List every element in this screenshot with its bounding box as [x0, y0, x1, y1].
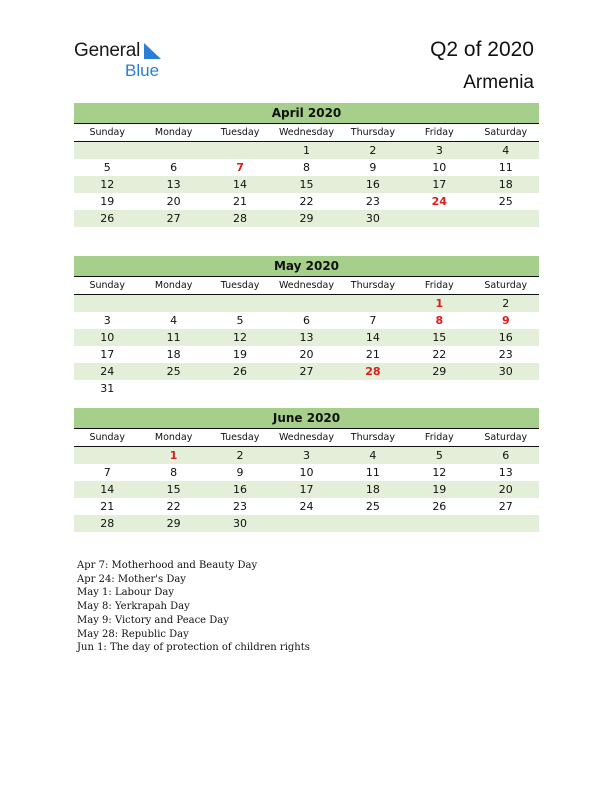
week-row [74, 515, 539, 532]
day-cell: 12 [432, 466, 447, 479]
day-cell: 2 [207, 447, 273, 465]
day-cell: 4 [340, 447, 406, 465]
day-cell: 8 [170, 466, 178, 479]
day-cell: 29 [406, 363, 472, 380]
week-row [74, 346, 539, 363]
weekday-label: Wednesday [273, 429, 339, 447]
day-cell: 18 [166, 348, 181, 361]
logo-triangle-icon [142, 43, 162, 61]
day-cell: 12 [74, 176, 140, 193]
week-row [74, 295, 539, 313]
weekday-label: Sunday [74, 124, 140, 142]
month-title: May 2020 [74, 256, 539, 277]
country-name: Armenia [463, 72, 534, 93]
holiday-note: May 9: Victory and Peace Day [77, 614, 229, 626]
day-cell: 30 [340, 210, 406, 227]
day-cell: 13 [498, 466, 513, 479]
holiday-notes [77, 559, 310, 655]
day-cell: 20 [473, 481, 539, 498]
day-cell: 17 [406, 176, 472, 193]
day-cell: 3 [273, 447, 339, 465]
weekday-label: Saturday [473, 277, 539, 295]
day-cell: 20 [166, 195, 181, 208]
day-cell: 16 [340, 176, 406, 193]
day-cell: 23 [233, 500, 248, 513]
day-cell: 10 [74, 329, 140, 346]
day-cell [273, 380, 339, 397]
weekday-label: Sunday [74, 277, 140, 295]
day-cell: 25 [365, 500, 380, 513]
day-cell: 9 [501, 314, 510, 327]
month-grid [74, 277, 539, 397]
week-row [74, 447, 539, 465]
day-cell: 5 [103, 161, 111, 174]
holiday-note: Jun 1: The day of protection of children rights [77, 642, 310, 654]
month-title: June 2020 [74, 408, 539, 429]
day-cell [473, 210, 539, 227]
logo-text-blue: Blue [125, 61, 160, 80]
weekday-label: Friday [406, 429, 472, 447]
day-cell [74, 142, 140, 160]
day-cell [406, 210, 472, 227]
weekday-label: Tuesday [207, 429, 273, 447]
month-april [74, 103, 539, 227]
day-cell: 26 [432, 500, 447, 513]
weekday-label: Saturday [473, 429, 539, 447]
weekday-label: Friday [406, 277, 472, 295]
day-cell [340, 515, 406, 532]
day-cell [406, 515, 472, 532]
day-cell: 1 [273, 142, 339, 160]
logo-text-general: General [74, 40, 141, 61]
holiday-note: May 28: Republic Day [77, 628, 189, 640]
day-cell: 14 [74, 481, 140, 498]
weekday-label: Thursday [340, 124, 406, 142]
day-cell: 20 [299, 348, 314, 361]
weekday-label: Monday [140, 124, 206, 142]
day-cell: 15 [140, 481, 206, 498]
weekday-label: Monday [140, 277, 206, 295]
day-cell: 1 [406, 295, 472, 313]
day-cell: 21 [233, 195, 248, 208]
day-cell: 4 [170, 314, 178, 327]
weekday-header-row [74, 277, 539, 295]
day-cell: 15 [406, 329, 472, 346]
day-cell: 2 [473, 295, 539, 313]
day-cell: 27 [498, 500, 513, 513]
week-row [74, 380, 539, 397]
day-cell: 23 [365, 195, 380, 208]
holiday-note: Apr 24: Mother's Day [77, 573, 186, 585]
weekday-label: Tuesday [207, 277, 273, 295]
day-cell: 7 [103, 466, 111, 479]
day-cell: 11 [140, 329, 206, 346]
day-cell: 28 [207, 210, 273, 227]
day-cell: 6 [170, 161, 178, 174]
day-cell: 11 [498, 161, 513, 174]
day-cell: 9 [369, 161, 377, 174]
day-cell [207, 380, 273, 397]
day-cell [273, 515, 339, 532]
day-cell: 26 [207, 363, 273, 380]
week-row [74, 142, 539, 160]
month-june [74, 408, 539, 532]
weekday-label: Sunday [74, 429, 140, 447]
generalblue-logo [74, 40, 159, 79]
day-cell: 16 [207, 481, 273, 498]
week-row [74, 363, 539, 380]
day-cell: 25 [140, 363, 206, 380]
day-cell [140, 295, 206, 313]
day-cell: 30 [207, 515, 273, 532]
weekday-label: Wednesday [273, 277, 339, 295]
day-cell: 29 [140, 515, 206, 532]
day-cell [140, 380, 206, 397]
day-cell [207, 295, 273, 313]
day-cell [74, 447, 140, 465]
day-cell [273, 295, 339, 313]
day-cell: 31 [100, 382, 115, 395]
week-row [74, 159, 539, 176]
day-cell: 6 [302, 314, 310, 327]
day-cell: 7 [236, 161, 244, 174]
day-cell: 14 [207, 176, 273, 193]
month-may [74, 256, 539, 397]
day-cell: 10 [299, 466, 314, 479]
weekday-label: Monday [140, 429, 206, 447]
day-cell: 17 [100, 348, 115, 361]
day-cell: 28 [340, 363, 406, 380]
weekday-label: Wednesday [273, 124, 339, 142]
week-row [74, 193, 539, 210]
weekday-label: Saturday [473, 124, 539, 142]
weekday-header-row [74, 429, 539, 447]
weekday-label: Friday [406, 124, 472, 142]
day-cell: 19 [100, 195, 115, 208]
day-cell: 29 [273, 210, 339, 227]
day-cell: 13 [140, 176, 206, 193]
day-cell: 5 [236, 314, 244, 327]
day-cell: 22 [299, 195, 314, 208]
day-cell: 1 [140, 447, 206, 465]
day-cell: 11 [365, 466, 380, 479]
weekday-header-row [74, 124, 539, 142]
day-cell: 28 [74, 515, 140, 532]
day-cell: 27 [140, 210, 206, 227]
day-cell: 16 [473, 329, 539, 346]
day-cell [340, 295, 406, 313]
weekday-label: Tuesday [207, 124, 273, 142]
day-cell: 12 [207, 329, 273, 346]
day-cell [340, 380, 406, 397]
day-cell: 9 [236, 466, 244, 479]
day-cell: 24 [431, 195, 447, 208]
day-cell: 6 [473, 447, 539, 465]
day-cell: 13 [273, 329, 339, 346]
day-cell: 19 [406, 481, 472, 498]
day-cell: 17 [273, 481, 339, 498]
day-cell: 8 [435, 314, 444, 327]
day-cell: 5 [406, 447, 472, 465]
day-cell [473, 380, 539, 397]
day-cell: 15 [273, 176, 339, 193]
week-row [74, 210, 539, 227]
day-cell: 27 [273, 363, 339, 380]
weekday-label: Thursday [340, 429, 406, 447]
week-row [74, 329, 539, 346]
day-cell [207, 142, 273, 160]
day-cell: 22 [166, 500, 181, 513]
day-cell: 14 [340, 329, 406, 346]
weekday-label: Thursday [340, 277, 406, 295]
month-title: April 2020 [74, 103, 539, 124]
day-cell: 7 [369, 314, 377, 327]
day-cell: 24 [299, 500, 314, 513]
day-cell [140, 142, 206, 160]
week-row [74, 176, 539, 193]
week-row [74, 498, 539, 515]
day-cell: 21 [365, 348, 380, 361]
month-grid [74, 124, 539, 227]
quarter-title: Q2 of 2020 [430, 38, 534, 61]
holiday-note: Apr 7: Motherhood and Beauty Day [77, 560, 258, 571]
day-cell: 19 [233, 348, 248, 361]
day-cell: 10 [432, 161, 447, 174]
day-cell: 2 [340, 142, 406, 160]
day-cell: 18 [340, 481, 406, 498]
day-cell: 3 [103, 314, 111, 327]
day-cell [473, 515, 539, 532]
day-cell: 24 [74, 363, 140, 380]
holiday-note: May 8: Yerkrapah Day [77, 601, 190, 613]
day-cell: 23 [498, 348, 513, 361]
day-cell: 4 [473, 142, 539, 160]
week-row [74, 464, 539, 481]
day-cell: 3 [406, 142, 472, 160]
day-cell: 22 [432, 348, 447, 361]
day-cell: 21 [100, 500, 115, 513]
week-row [74, 481, 539, 498]
holiday-note: May 1: Labour Day [77, 587, 174, 599]
day-cell [74, 295, 140, 313]
day-cell [406, 380, 472, 397]
month-grid [74, 429, 539, 532]
day-cell: 18 [473, 176, 539, 193]
week-row [74, 312, 539, 329]
day-cell: 26 [74, 210, 140, 227]
day-cell: 8 [302, 161, 310, 174]
day-cell: 30 [473, 363, 539, 380]
day-cell: 25 [498, 195, 513, 208]
